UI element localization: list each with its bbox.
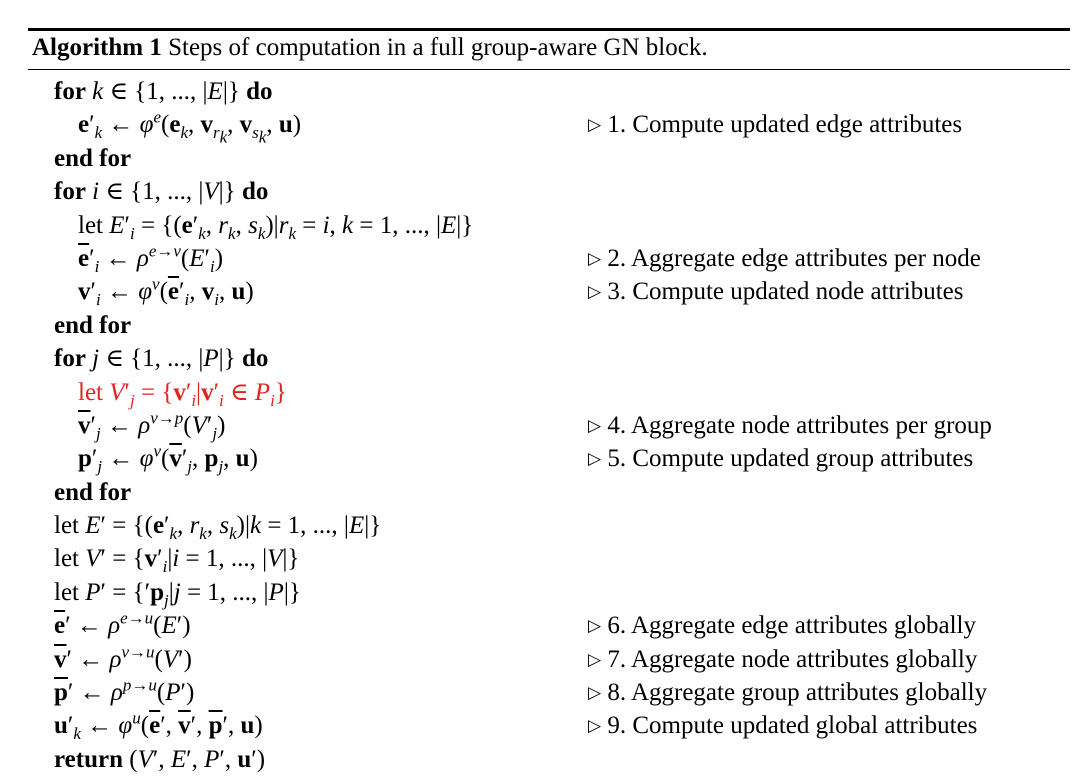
line-code: for k ∈ {1, ..., |E|} do (54, 78, 273, 105)
algorithm-line (0, 542, 1080, 575)
algorithm-title: Steps of computation in a full group-aware GN block. (168, 34, 708, 61)
algorithm-line (0, 209, 1080, 242)
algorithm-line (0, 442, 1080, 475)
algorithm-line (0, 676, 1080, 709)
line-comment: ▷ 4. Aggregate node attributes per group (588, 411, 992, 439)
line-code: $\overline{v}'$ ← $\rho^{v\to u}(V')$ (54, 642, 192, 673)
line-code: $p'_j$ ← $\varphi^v(\overline{v}'_j$, $p_j$, u) (78, 441, 258, 477)
line-code: $e'_k$ ← $\varphi^e(e_k$, $v_{r_k}$, $v_{s_k}$, u) (78, 108, 302, 147)
line-code: end for (54, 144, 132, 172)
algorithm-line (0, 275, 1080, 308)
line-comment: ▷ 2. Aggregate edge attributes per node (588, 244, 981, 272)
algorithm-line (0, 175, 1080, 208)
algorithm-line (0, 342, 1080, 375)
algorithm-line (0, 743, 1080, 776)
line-code: for i ∈ {1, ..., |V|} do (54, 178, 269, 206)
algorithm-line (0, 409, 1080, 442)
line-code: return (V′, E′, P′, u′) (54, 745, 266, 773)
line-code: $v'_i$ ← $\varphi^v(\overline{e}'_i$, $v_i$, u) (78, 275, 254, 310)
line-code: $u'_k$ ← $\varphi^u(\overline{e}'$, $\overline{v}'$, $\overline{p}'$, u) (54, 709, 263, 744)
line-comment: ▷ 5. Compute updated group attributes (588, 445, 974, 473)
line-comment: ▷ 9. Compute updated global attributes (588, 712, 978, 740)
algorithm-line (0, 75, 1080, 108)
line-comment: ▷ 6. Aggregate edge attributes globally (588, 612, 976, 640)
line-code: let $P' = \{'p_j|j = 1$, ..., |P|} (54, 578, 301, 610)
algorithm-body (0, 75, 1080, 776)
line-comment: ▷ 3. Compute updated node attributes (588, 278, 964, 306)
line-code: end for (54, 478, 132, 506)
line-code: $\overline{v}'_j$ ← $\rho^{v\to p}(V'_j)$ (78, 408, 226, 443)
line-code: let $V' = \{v'_i|i = 1$, ..., |V|} (54, 545, 300, 577)
algorithm-line (0, 709, 1080, 742)
line-code: $\overline{e}'$ ← $\rho^{e\to u}(E')$ (54, 608, 191, 640)
line-comment: ▷ 8. Aggregate group attributes globally (588, 679, 988, 707)
algorithm-caption (32, 33, 708, 63)
algorithm-line (0, 242, 1080, 275)
line-code: for j ∈ {1, ..., |P|} do (54, 345, 269, 373)
line-code: $\overline{e}'_i$ ← $\rho^{e\to v}(E'_i)$ (78, 241, 224, 276)
line-code: end for (54, 311, 132, 339)
top-rule (28, 28, 1070, 31)
algorithm-line (0, 643, 1080, 676)
algorithm-label: Algorithm 1 (32, 34, 162, 61)
algorithm-line (0, 309, 1080, 342)
line-comment: ▷ 7. Aggregate node attributes globally (588, 645, 978, 673)
algorithm-line (0, 509, 1080, 542)
algorithm-line-highlighted (0, 376, 1080, 409)
algorithm-line (0, 609, 1080, 642)
line-code: $\overline{p}'$ ← $\rho^{p\to u}(P')$ (54, 675, 195, 707)
line-code: let $E'_i = \{(e'_k$, $r_k$, $s_k)|r_k = i$, k = 1, ..., |E|} (78, 211, 474, 243)
algorithm-line (0, 576, 1080, 609)
algorithm-line (0, 142, 1080, 175)
algorithm-line (0, 476, 1080, 509)
line-code: let $V'_j = \{v'_i|v'_i$ ∈ $P_i$} (78, 378, 287, 410)
line-code: let $E' = \{(e'_k$, $r_k$, $s_k)|k = 1$, ..., |E|} (54, 512, 382, 544)
algorithm-line (0, 108, 1080, 147)
caption-rule (28, 69, 1070, 70)
line-comment: ▷ 1. Compute updated edge attributes (588, 111, 963, 139)
